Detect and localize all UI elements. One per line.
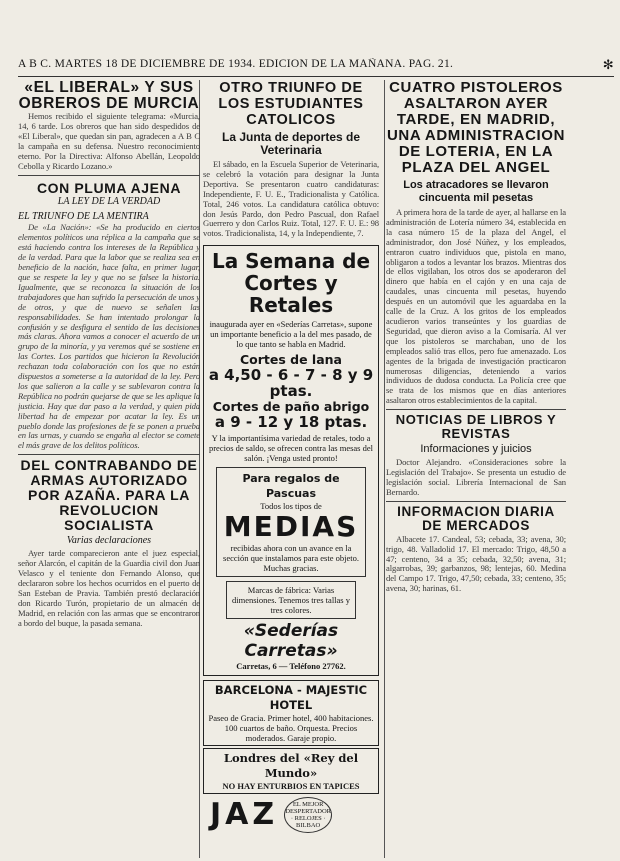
article-contrabando-title: DEL CONTRABANDO DE ARMAS AUTORIZADO POR AZAÑA. PARA LA REVOLUCION SOCIALISTA <box>20 457 198 534</box>
article-libros-subtitle: Informaciones y juicios <box>420 443 532 456</box>
ad-londres <box>203 748 379 794</box>
ad-majestic <box>203 680 379 746</box>
ad-londres-body: NO HAY ENTURBIOS EN TAPICES <box>222 781 360 792</box>
header-rule <box>18 76 614 77</box>
article-pluma-body: De «La Nación»: «Se ha producido en ciertos elementos políticos una réplica a la campaña que se está haciendo contra los intereses de la República y de la verdad. Para que la labor que se realiza sea en beneficio de la nación, hace falta, en primer lugar, que se respete la ley y que no se falsee la historia. Igualmente, que se reconozca la situación de los trabajadores que han sufrido la persecución de unos y de otros, y que de nuevo se señalen las responsabilidades. Se han intentado prolongar la confusión y se desfigura el sentido de las decisiones más claras. Ahora vamos a conocer el acuerdo de un grupo de la minoría, y ya veremos qué se sostiene en las Cortes. Los partidos que hicieron la Revolución rechazan toda colaboración con los que no están dispuestos a someterse a la autoridad de la ley. Pero los que salieron a la calle y se sublevaron contra la República no podrán quejarse de que se les aplique la justicia. Hay que dar paso a la verdad, y quien pida libertad ha de empezar por acatar la ley. Es un pueblo donde las profesiones de fe se ponen a prueba en las urnas, y cuando se engaña al elector se comete el más grave de los delitos políticos. <box>18 222 200 451</box>
ad-majestic-body: Paseo de Gracia. Primer hotel, 400 habitaciones. 100 cuartos de baño. Orquesta. Precios moderados. Garaje propio. <box>208 713 374 744</box>
ad-label-lana: Cortes de lana <box>239 352 342 368</box>
article-pistoleros-subtitle: Los atracadores se llevaron cincuenta mil pesetas <box>403 179 549 204</box>
ad-title-line1: La Semana de <box>211 249 371 274</box>
article-pistoleros-title: CUATRO PISTOLEROS ASALTARON AYER TARDE, EN MADRID, UNA ADMINISTRACION DE LOTERIA, EN LA PLAZA DEL ANGEL <box>386 80 565 176</box>
article-pluma-title: CON PLUMA AJENA <box>36 180 182 197</box>
ad-londres-title: Londres del «Rey del Mundo» <box>223 751 359 781</box>
ad-brand: «Sederías Carretas» <box>243 621 339 662</box>
ad-prices-lana: a 4,50 - 6 - 7 - 8 y 9 ptas. <box>208 366 374 401</box>
column-left <box>18 80 200 858</box>
article-pluma-kicker: EL TRIUNFO DE LA MENTIRA <box>18 211 149 223</box>
article-estudiantes-title: OTRO TRIUNFO DE LOS ESTUDIANTES CATOLICOS <box>218 80 364 128</box>
ad-gift-body: recibidas ahora con un avance en la sección que instalamos para este objeto. <box>223 543 359 564</box>
ad-jaz-seal: EL MEJOR DESPERTADOR · RELOJES · BILBAO <box>284 797 332 833</box>
article-mercados-title: INFORMACION DIARIA DE MERCADOS <box>397 503 555 533</box>
ad-sederias <box>203 245 379 676</box>
ad-jaz-brand: JAZ <box>210 797 279 833</box>
article-mercados-body: Albacete 17. Candeal, 53; cebada, 33; avena, 30; trigo, 48. Valladolid 17. El mercado: Trigo, 48,50 a 47; centeno, 34 a 35; cebada, 32,50; avena, 31; algarrobas, 39; garbanzos, 98; lentejas, 60. Medina del Campo 17. Trigo, 47,50; cebada, 33; centeno, 35; avena, 30; harinas, 61. <box>386 533 566 594</box>
ad-jaz <box>210 797 372 833</box>
ad-gift-box <box>216 467 366 577</box>
article-libros-title: NOTICIAS DE LIBROS Y REVISTAS <box>395 412 557 442</box>
article-libros-body: Doctor Alejandro. «Consideraciones sobre la Legislación del Trabajo». Se presenta un estudio de legislación social. Librería Internacional de San Bernardo. <box>386 457 566 497</box>
article-estudiantes-subtitle: La Junta de deportes de Veterinaria <box>221 130 361 157</box>
article-liberal-body: Hemos recibido el siguiente telegrama: «Murcia, 14, 6 tarde. Los obreros que han sido despedidos de «El Liberal», que quedan sin pan, agradecen a A B C la campaña en su defensa. Nuestro reconocimiento eterno. Por la Directiva: Alfonso Abellán, Leopoldo Cebolla y Ricardo Lozano.» <box>18 111 200 171</box>
column-center <box>200 80 382 858</box>
ad-address: Carretas, 6 — Teléfono 27762. <box>236 661 346 672</box>
article-liberal-title: «EL LIBERAL» Y SUS OBREROS DE MURCIA <box>18 80 200 112</box>
ad-title-line2: Cortes y Retales <box>244 271 338 318</box>
ad-note: Y la importantísima variedad de retales, todo a precios de saldo, se ofrecen contra las mesas del salón. ¡Venga usted pronto! <box>208 433 374 464</box>
article-pistoleros-body: A primera hora de la tarde de ayer, al hallarse en la administración de Lotería número 34, establecida en la casa número 15 de la plaza del Angel, el administrador, don José Núñez, y los empleados, entraron cuatro individuos que, pistola en mano, obligaron a todos a levantar los brazos. Mientras dos de ellos vigilaban, los otros dos se apoderaron del dinero que había en el cajón y en una caja de caudales, unas cincuenta mil pesetas, huyendo después en un automóvil que les aguardaba en la calle de la Cruz. A los gritos de los empleados acudieron varios transeúntes y los guardias de Seguridad, que dieron aviso a la Comisaría. Al ver que los pistoleros se marchaban, uno de los empleados salió tras ellos, pero fue amenazado. Los agentes de la brigada de investigación practicaron numerosas diligencias, deteniendo a varios individuos de dudosa conducta. La Policía cree que se trata de los mismos que en días anteriores asaltaron otros establecimientos de la capital. <box>386 207 566 406</box>
article-estudiantes-body: El sábado, en la Escuela Superior de Veterinaria, se celebró la votación para designar la Junta Deportiva. Se presentaron cuatro candidaturas: Independiente, F. U. E., Tradicionalista y Católica. Total, 246 votos. La candidatura católica obtuvo: don Jesús Pardo, don Pedro Pascual, don Rafael Guerrero y don Carlos Ruiz. Total, 127. F. U. E.: 98 votos. Tradicionalista, 14, y la Independiente, 7. <box>203 159 379 239</box>
ad-gift-subheading: Todos los tipos de <box>260 501 322 512</box>
ad-intro: inaugurada ayer en «Sederías Carretas», supone un importante beneficio a la del mes pasado, de lo que tanto se habla en Madrid. <box>209 319 373 350</box>
column-divider <box>384 80 385 858</box>
ad-prices-pano: a 9 - 12 y 18 ptas. <box>214 413 368 432</box>
page-header <box>18 58 614 74</box>
article-contrabando-body: Ayer tarde comparecieron ante el juez especial, señor Alarcón, el capitán de la Guardia civil don Juan Velasco y el teniente don Fernando Alonso, que declararon sobre los hechos ocurridos en el puerto de San Esteban de Pravia. También prestó declaración don Ricardo Turón, propietario de un almacén de Madrid, en relación con las armas que se encontraron a bordo del buque, la pasada semana. <box>18 548 200 628</box>
article-pluma-subtitle: LA LEY DE LA VERDAD <box>57 196 161 208</box>
ad-gift-tail: Muchas gracias. <box>263 563 319 574</box>
article-contrabando-subtitle: Varias declaraciones <box>66 535 152 547</box>
ad-small-box: Marcas de fábrica: Varias dimensiones. Tenemos tres tallas y tres colores. <box>226 581 356 619</box>
ad-gift-heading: Para regalos de Pascuas <box>242 472 340 501</box>
header-text: A B C. MARTES 18 DE DICIEMBRE DE 1934. EDICION DE LA MAÑANA. PAG. 21. <box>18 58 454 70</box>
ad-majestic-title: BARCELONA - MAJESTIC HOTEL <box>214 683 368 713</box>
decorative-mark: ✻ <box>602 58 614 72</box>
ad-gift-word: MEDIAS <box>223 510 359 544</box>
ad-label-pano: Cortes de paño abrigo <box>212 399 370 415</box>
column-right <box>386 80 566 858</box>
